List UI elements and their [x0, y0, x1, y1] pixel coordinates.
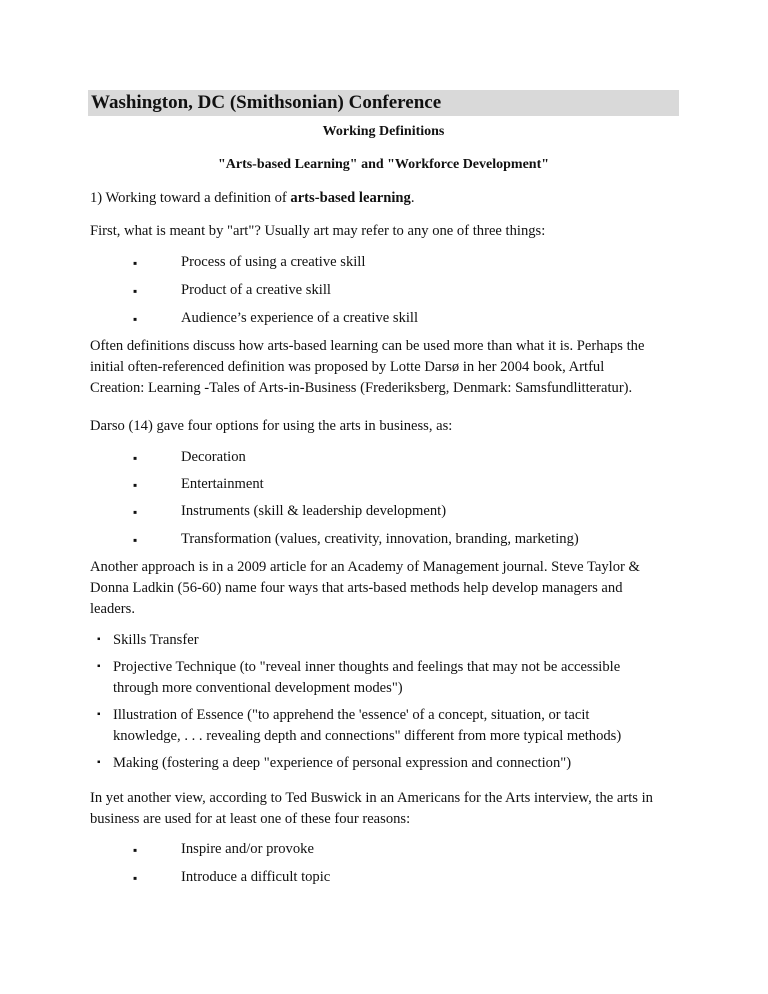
bullet-marker: ▪	[97, 634, 101, 645]
document-title: Washington, DC (Smithsonian) Conference	[91, 92, 442, 113]
bullet-marker: ▪	[133, 843, 138, 857]
list-item: Product of a creative skill	[181, 282, 331, 298]
bullet-marker: ▪	[133, 451, 138, 465]
bullet-marker: ▪	[133, 533, 138, 547]
bullet-marker: ▪	[133, 312, 138, 326]
paragraph-line: Donna Ladkin (56-60) name four ways that arts-based methods help develop managers and	[90, 580, 623, 596]
bullet-marker: ▪	[133, 256, 138, 270]
art-question: First, what is meant by "art"? Usually art may refer to any one of three things:	[90, 223, 546, 239]
bullet-marker: ▪	[133, 284, 138, 298]
list-item: Transformation (values, creativity, innovation, branding, marketing)	[181, 531, 579, 547]
list-item: Illustration of Essence ("to apprehend the 'essence' of a concept, situation, or tacit	[113, 707, 590, 723]
paragraph-line: Often definitions discuss how arts-based learning can be used more than what it is. Perhaps the	[90, 338, 645, 354]
list-item-continuation: through more conventional development modes")	[113, 680, 403, 696]
paragraph-line: business are used for at least one of these four reasons:	[90, 811, 411, 827]
list-item: Skills Transfer	[113, 632, 199, 648]
bullet-marker: ▪	[133, 505, 138, 519]
paragraph-line: initial often-referenced definition was proposed by Lotte Darsø in her 2004 book, Artful	[90, 359, 605, 375]
document-subheading: "Arts-based Learning" and "Workforce Development"	[217, 157, 550, 172]
paragraph-line: In yet another view, according to Ted Buswick in an Americans for the Arts interview, the arts in	[90, 790, 653, 806]
list-item: Decoration	[181, 449, 246, 465]
bullet-marker: ▪	[97, 661, 101, 672]
bullet-marker: ▪	[97, 709, 101, 720]
paragraph-line: leaders.	[90, 601, 135, 617]
document-subtitle: Working Definitions	[322, 124, 445, 139]
term-arts-based-learning: arts-based learning	[290, 190, 411, 206]
list-item: Inspire and/or provoke	[181, 841, 314, 857]
section-intro: 1) Working toward a definition of arts-based learning.	[90, 190, 415, 206]
list-item-continuation: knowledge, . . . revealing depth and connections" different from more typical methods)	[113, 728, 622, 744]
bullet-marker: ▪	[133, 478, 138, 492]
darso-intro: Darso (14) gave four options for using the arts in business, as:	[90, 418, 453, 434]
list-item: Process of using a creative skill	[181, 254, 366, 270]
bullet-marker: ▪	[133, 871, 138, 885]
list-item: Entertainment	[181, 476, 264, 492]
list-item: Making (fostering a deep "experience of personal expression and connection")	[113, 755, 572, 771]
list-item: Instruments (skill & leadership development)	[181, 503, 447, 519]
list-item: Introduce a difficult topic	[181, 869, 331, 885]
list-item: Projective Technique (to "reveal inner thoughts and feelings that may not be accessible	[113, 659, 621, 675]
list-item: Audience’s experience of a creative skill	[181, 310, 419, 326]
paragraph-line: Another approach is in a 2009 article for an Academy of Management journal. Steve Taylor &	[90, 559, 640, 575]
bullet-marker: ▪	[97, 757, 101, 768]
paragraph-line: Creation: Learning -Tales of Arts-in-Business (Frederiksberg, Denmark: Samsfundlitteratur).	[90, 380, 633, 396]
